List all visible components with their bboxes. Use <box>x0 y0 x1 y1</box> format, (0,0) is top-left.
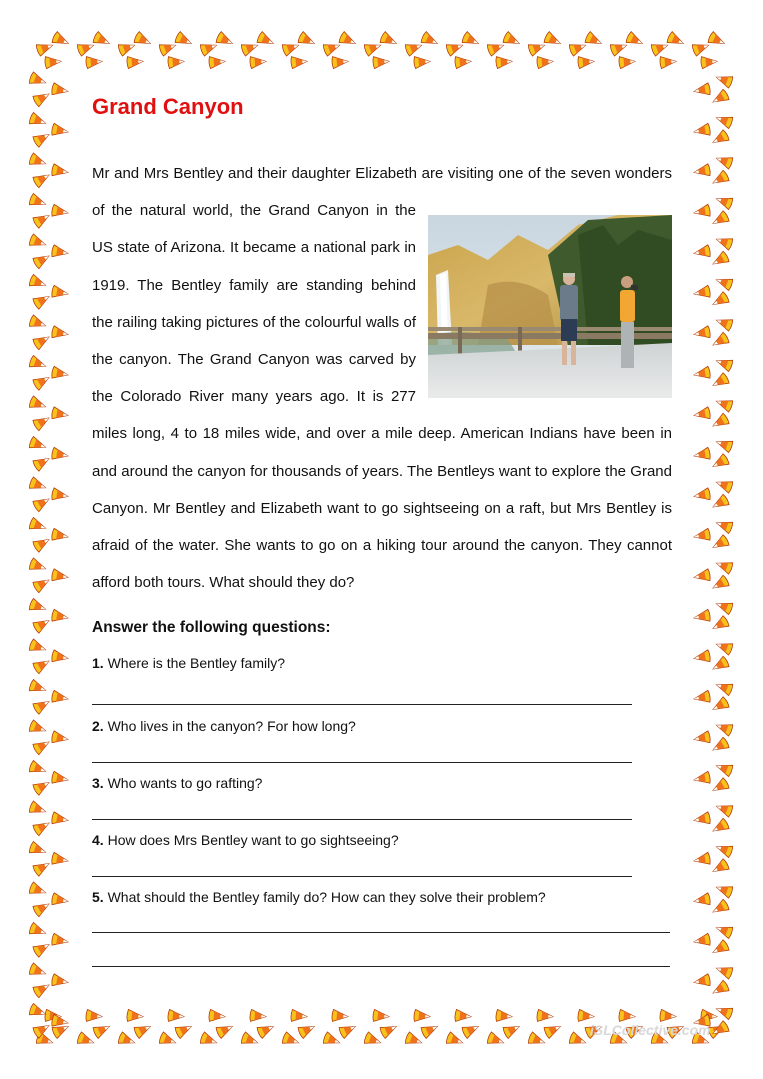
candy-corn-icon <box>28 436 47 453</box>
candy-corn-icon <box>28 801 47 818</box>
candy-corn-icon <box>158 40 177 57</box>
candy-corn-icon <box>32 939 52 957</box>
candy-corn-icon <box>158 1032 177 1049</box>
candy-corn-icon <box>660 1009 677 1022</box>
question-number: 2. <box>92 718 104 734</box>
candy-corn-icon <box>51 83 69 98</box>
candy-corn-icon <box>51 609 69 624</box>
candy-corn-icon <box>578 55 595 68</box>
candy-corn-icon <box>28 841 47 858</box>
candy-corn-icon <box>28 112 47 129</box>
candy-corn-icon <box>461 31 481 49</box>
candy-corn-icon <box>28 963 47 980</box>
candy-corn-icon <box>338 1021 358 1039</box>
candy-corn-icon <box>28 598 47 615</box>
candy-corn-icon <box>32 899 52 917</box>
candy-corn-icon <box>714 355 733 372</box>
candy-corn-icon <box>28 882 47 899</box>
candy-corn-icon <box>710 939 730 957</box>
candy-corn-icon <box>710 858 730 876</box>
candy-corn-icon <box>693 204 711 219</box>
candy-corn-icon <box>693 974 711 989</box>
candy-corn-icon <box>445 40 464 57</box>
question-text: Who lives in the canyon? For how long? <box>103 718 356 734</box>
candy-corn-icon <box>710 818 730 836</box>
candy-corn-icon <box>584 31 604 49</box>
story-paragraph <box>92 155 672 601</box>
candy-corn-icon <box>693 609 711 624</box>
candy-corn-icon <box>693 569 711 584</box>
candy-corn-icon <box>51 933 69 948</box>
candy-corn-icon <box>117 40 136 57</box>
candy-corn-icon <box>199 1032 218 1049</box>
candy-corn-icon <box>363 1032 382 1049</box>
candy-corn-icon <box>338 31 358 49</box>
candy-corn-icon <box>527 40 546 57</box>
candy-corn-icon <box>693 366 711 381</box>
candy-corn-icon <box>710 453 730 471</box>
candy-corn-icon <box>51 893 69 908</box>
candy-corn-icon <box>291 1009 308 1022</box>
candy-corn-icon <box>363 40 382 57</box>
candy-corn-icon <box>693 812 711 827</box>
candy-corn-icon <box>76 1032 95 1049</box>
candy-corn-icon <box>281 40 300 57</box>
candy-corn-icon <box>527 1032 546 1049</box>
candy-corn-icon <box>714 315 733 332</box>
candy-corn-icon <box>240 1032 259 1049</box>
candy-corn-icon <box>32 89 52 107</box>
candy-corn-icon <box>714 639 733 656</box>
candy-corn-icon <box>404 1032 423 1049</box>
questions-heading: Answer the following questions: <box>92 619 331 636</box>
candy-corn-icon <box>168 55 185 68</box>
candy-corn-icon <box>693 852 711 867</box>
question-text: How does Mrs Bentley want to go sightseeing? <box>103 832 399 848</box>
candy-corn-icon <box>332 55 349 68</box>
candy-corn-icon <box>209 1009 226 1022</box>
candy-corn-icon <box>32 453 52 471</box>
candy-corn-icon <box>714 436 733 453</box>
candy-corn-icon <box>714 193 733 210</box>
candy-corn-icon <box>693 771 711 786</box>
candy-corn-icon <box>32 737 52 755</box>
candy-corn-icon <box>32 575 52 593</box>
candy-corn-icon <box>714 396 733 413</box>
candy-corn-icon <box>32 494 52 512</box>
candy-corn-icon <box>710 291 730 309</box>
candy-corn-icon <box>691 40 710 57</box>
candy-corn-icon <box>209 55 226 68</box>
candy-corn-icon <box>32 372 52 390</box>
candy-corn-icon <box>693 164 711 179</box>
candy-corn-icon <box>710 534 730 552</box>
candy-corn-icon <box>256 31 276 49</box>
answer-line-5a[interactable] <box>92 932 670 933</box>
candy-corn-icon <box>710 372 730 390</box>
candy-corn-icon <box>714 558 733 575</box>
candy-corn-icon <box>28 153 47 170</box>
candy-corn-icon <box>710 737 730 755</box>
candy-corn-icon <box>51 326 69 341</box>
question-number: 5. <box>92 889 104 905</box>
candy-corn-icon <box>32 210 52 228</box>
candy-corn-icon <box>322 40 341 57</box>
candy-corn-icon <box>710 332 730 350</box>
candy-corn-icon <box>714 963 733 980</box>
candy-corn-icon <box>379 1021 399 1039</box>
candy-corn-icon <box>35 40 54 57</box>
story-text-main: wonders of the natural world, the Grand Canyon in the US state of Arizona. It became a national park in 1919. The Bentley family are standing behind the railing taking pictures of the colourful walls of the canyon. The Grand Canyon was carved by the Colorado River many years ago. It is 277 miles long, 4 to 18 miles wide, and over a mile deep. American Indians have been in and around the canyon for thousands of years. The Bentleys want to explore the Grand Canyon. Mr Bentley and Elizabeth want to go sightseeing on a raft, but Mrs Bentley is afraid of the water. She wants to go on a hiking tour around the canyon. They cannot afford both tours. What should they do? <box>92 165 672 592</box>
candy-corn-icon <box>92 31 112 49</box>
candy-corn-icon <box>710 210 730 228</box>
question-text: Where is the Bentley family? <box>103 655 285 671</box>
canyon-photo <box>428 215 672 398</box>
candy-corn-icon <box>502 31 522 49</box>
candy-corn-icon <box>322 1032 341 1049</box>
candy-corn-icon <box>710 494 730 512</box>
candy-corn-icon <box>693 83 711 98</box>
candy-corn-icon <box>32 656 52 674</box>
question-5 <box>92 889 546 905</box>
candy-corn-icon <box>281 1032 300 1049</box>
candy-corn-icon <box>51 812 69 827</box>
candy-corn-icon <box>502 1021 522 1039</box>
candy-corn-icon <box>28 760 47 777</box>
candy-corn-icon <box>51 771 69 786</box>
candy-corn-icon <box>32 534 52 552</box>
question-number: 1. <box>92 655 104 671</box>
candy-corn-icon <box>51 488 69 503</box>
candy-corn-icon <box>28 517 47 534</box>
candy-corn-icon <box>568 40 587 57</box>
candy-corn-icon <box>710 575 730 593</box>
candy-corn-icon <box>714 1003 733 1020</box>
candy-corn-icon <box>714 841 733 858</box>
candy-corn-icon <box>127 55 144 68</box>
candy-corn-icon <box>51 245 69 260</box>
candy-corn-icon <box>32 291 52 309</box>
candy-corn-icon <box>714 517 733 534</box>
candy-corn-icon <box>619 55 636 68</box>
candy-corn-icon <box>51 650 69 665</box>
candy-corn-icon <box>291 55 308 68</box>
candy-corn-icon <box>404 40 423 57</box>
question-number: 3. <box>92 775 104 791</box>
candy-corn-icon <box>28 922 47 939</box>
candy-corn-icon <box>32 777 52 795</box>
candy-corn-icon <box>76 40 95 57</box>
candy-corn-icon <box>32 980 52 998</box>
candy-corn-icon <box>250 1009 267 1022</box>
candy-corn-icon <box>28 720 47 737</box>
candy-corn-icon <box>693 245 711 260</box>
candy-corn-icon <box>174 1021 194 1039</box>
candy-corn-icon <box>240 40 259 57</box>
candy-corn-icon <box>414 55 431 68</box>
candy-corn-icon <box>537 1009 554 1022</box>
answer-line-2[interactable] <box>92 762 632 763</box>
candy-corn-icon <box>51 285 69 300</box>
candy-corn-icon <box>32 332 52 350</box>
candy-corn-icon <box>710 89 730 107</box>
candy-corn-icon <box>117 1032 136 1049</box>
candy-corn-icon <box>215 31 235 49</box>
candy-corn-icon <box>714 477 733 494</box>
candy-corn-icon <box>710 899 730 917</box>
candy-corn-icon <box>51 690 69 705</box>
candy-corn-icon <box>28 234 47 251</box>
candy-corn-icon <box>45 55 62 68</box>
candy-corn-icon <box>710 656 730 674</box>
candy-corn-icon <box>693 488 711 503</box>
question-1 <box>92 655 285 671</box>
question-text: Who wants to go rafting? <box>103 775 263 791</box>
candy-corn-icon <box>51 569 69 584</box>
answer-line-5b[interactable] <box>92 966 670 967</box>
candy-corn-icon <box>710 777 730 795</box>
question-number: 4. <box>92 832 104 848</box>
candy-corn-icon <box>625 31 645 49</box>
candy-corn-icon <box>496 55 513 68</box>
candy-corn-icon <box>250 55 267 68</box>
candy-corn-icon <box>455 1009 472 1022</box>
candy-corn-icon <box>666 31 686 49</box>
candy-corn-icon <box>714 882 733 899</box>
candy-corn-icon <box>714 760 733 777</box>
candy-corn-icon <box>445 1032 464 1049</box>
candy-corn-icon <box>693 528 711 543</box>
candy-corn-icon <box>578 1009 595 1022</box>
candy-corn-icon <box>693 285 711 300</box>
candy-corn-icon <box>710 615 730 633</box>
candy-corn-icon <box>714 153 733 170</box>
question-text: What should the Bentley family do? How can they solve their problem? <box>103 889 546 905</box>
candy-corn-icon <box>710 696 730 714</box>
candy-corn-icon <box>28 396 47 413</box>
candy-corn-icon <box>215 1021 235 1039</box>
candy-corn-icon <box>51 974 69 989</box>
candy-corn-icon <box>693 447 711 462</box>
candy-corn-icon <box>32 818 52 836</box>
candy-corn-icon <box>51 204 69 219</box>
candy-corn-icon <box>32 251 52 269</box>
candy-corn-icon <box>701 55 718 68</box>
candy-corn-icon <box>568 1032 587 1049</box>
candy-corn-icon <box>693 893 711 908</box>
candy-corn-icon <box>199 40 218 57</box>
candy-corn-icon <box>420 1021 440 1039</box>
candy-corn-icon <box>379 31 399 49</box>
candy-corn-icon <box>619 1009 636 1022</box>
candy-corn-icon <box>51 164 69 179</box>
candy-corn-icon <box>297 1021 317 1039</box>
candy-corn-icon <box>714 922 733 939</box>
candy-corn-icon <box>86 1009 103 1022</box>
candy-corn-icon <box>28 679 47 696</box>
candy-corn-icon <box>51 852 69 867</box>
candy-corn-icon <box>455 55 472 68</box>
candy-corn-icon <box>486 40 505 57</box>
candy-corn-icon <box>51 407 69 422</box>
candy-corn-icon <box>32 858 52 876</box>
question-2 <box>92 718 356 734</box>
candy-corn-icon <box>714 274 733 291</box>
story-text-intro: Mr and Mrs Bentley and their daughter Elizabeth are visiting one of the seven <box>92 165 616 182</box>
candy-corn-icon <box>710 980 730 998</box>
candy-corn-icon <box>86 55 103 68</box>
candy-corn-icon <box>92 1021 112 1039</box>
candy-corn-icon <box>28 355 47 372</box>
candy-corn-icon <box>127 1009 144 1022</box>
candy-corn-icon <box>461 1021 481 1039</box>
candy-corn-icon <box>28 274 47 291</box>
candy-corn-icon <box>133 31 153 49</box>
candy-corn-icon <box>714 679 733 696</box>
candy-corn-icon <box>496 1009 513 1022</box>
candy-corn-icon <box>373 55 390 68</box>
candy-corn-icon <box>28 72 47 89</box>
candy-corn-icon <box>373 1009 390 1022</box>
answer-line-4[interactable] <box>92 876 632 877</box>
candy-corn-icon <box>710 413 730 431</box>
candy-corn-icon <box>660 55 677 68</box>
candy-corn-icon <box>32 615 52 633</box>
page-title: Grand Canyon <box>92 94 244 119</box>
candy-corn-icon <box>28 639 47 656</box>
candy-corn-icon <box>51 528 69 543</box>
candy-corn-icon <box>133 1021 153 1039</box>
candy-corn-icon <box>168 1009 185 1022</box>
candy-corn-icon <box>32 170 52 188</box>
candy-corn-icon <box>710 129 730 147</box>
candy-corn-icon <box>420 31 440 49</box>
candy-corn-icon <box>51 447 69 462</box>
candy-corn-icon <box>714 801 733 818</box>
candy-corn-icon <box>543 1021 563 1039</box>
candy-corn-icon <box>693 690 711 705</box>
candy-corn-icon <box>693 731 711 746</box>
candy-corn-icon <box>537 55 554 68</box>
answer-line-3[interactable] <box>92 819 632 820</box>
candy-corn-icon <box>32 696 52 714</box>
candy-corn-icon <box>650 40 669 57</box>
candy-corn-icon <box>51 31 71 49</box>
candy-corn-icon <box>693 123 711 138</box>
candy-corn-icon <box>693 326 711 341</box>
candy-corn-icon <box>714 72 733 89</box>
candy-corn-icon <box>710 251 730 269</box>
candy-corn-icon <box>707 31 727 49</box>
candy-corn-icon <box>693 650 711 665</box>
candy-corn-icon <box>28 315 47 332</box>
candy-corn-icon <box>714 720 733 737</box>
question-4 <box>92 832 399 848</box>
candy-corn-icon <box>28 477 47 494</box>
question-3 <box>92 775 262 791</box>
candy-corn-icon <box>174 31 194 49</box>
candy-corn-icon <box>609 40 628 57</box>
candy-corn-icon <box>332 1009 349 1022</box>
candy-corn-icon <box>32 129 52 147</box>
candy-corn-icon <box>51 731 69 746</box>
candy-corn-icon <box>710 170 730 188</box>
candy-corn-icon <box>51 366 69 381</box>
candy-corn-icon <box>297 31 317 49</box>
candy-corn-icon <box>693 407 711 422</box>
candy-corn-icon <box>28 193 47 210</box>
candy-corn-icon <box>414 1009 431 1022</box>
candy-corn-icon <box>51 123 69 138</box>
candy-corn-icon <box>543 31 563 49</box>
candy-corn-icon <box>714 234 733 251</box>
candy-corn-icon <box>714 112 733 129</box>
candy-corn-icon <box>32 413 52 431</box>
candy-corn-icon <box>28 558 47 575</box>
watermark: iSLCollective.com <box>590 1022 711 1038</box>
candy-corn-icon <box>714 598 733 615</box>
candy-corn-icon <box>693 933 711 948</box>
answer-line-1[interactable] <box>92 704 632 705</box>
candy-corn-icon <box>486 1032 505 1049</box>
candy-corn-icon <box>256 1021 276 1039</box>
